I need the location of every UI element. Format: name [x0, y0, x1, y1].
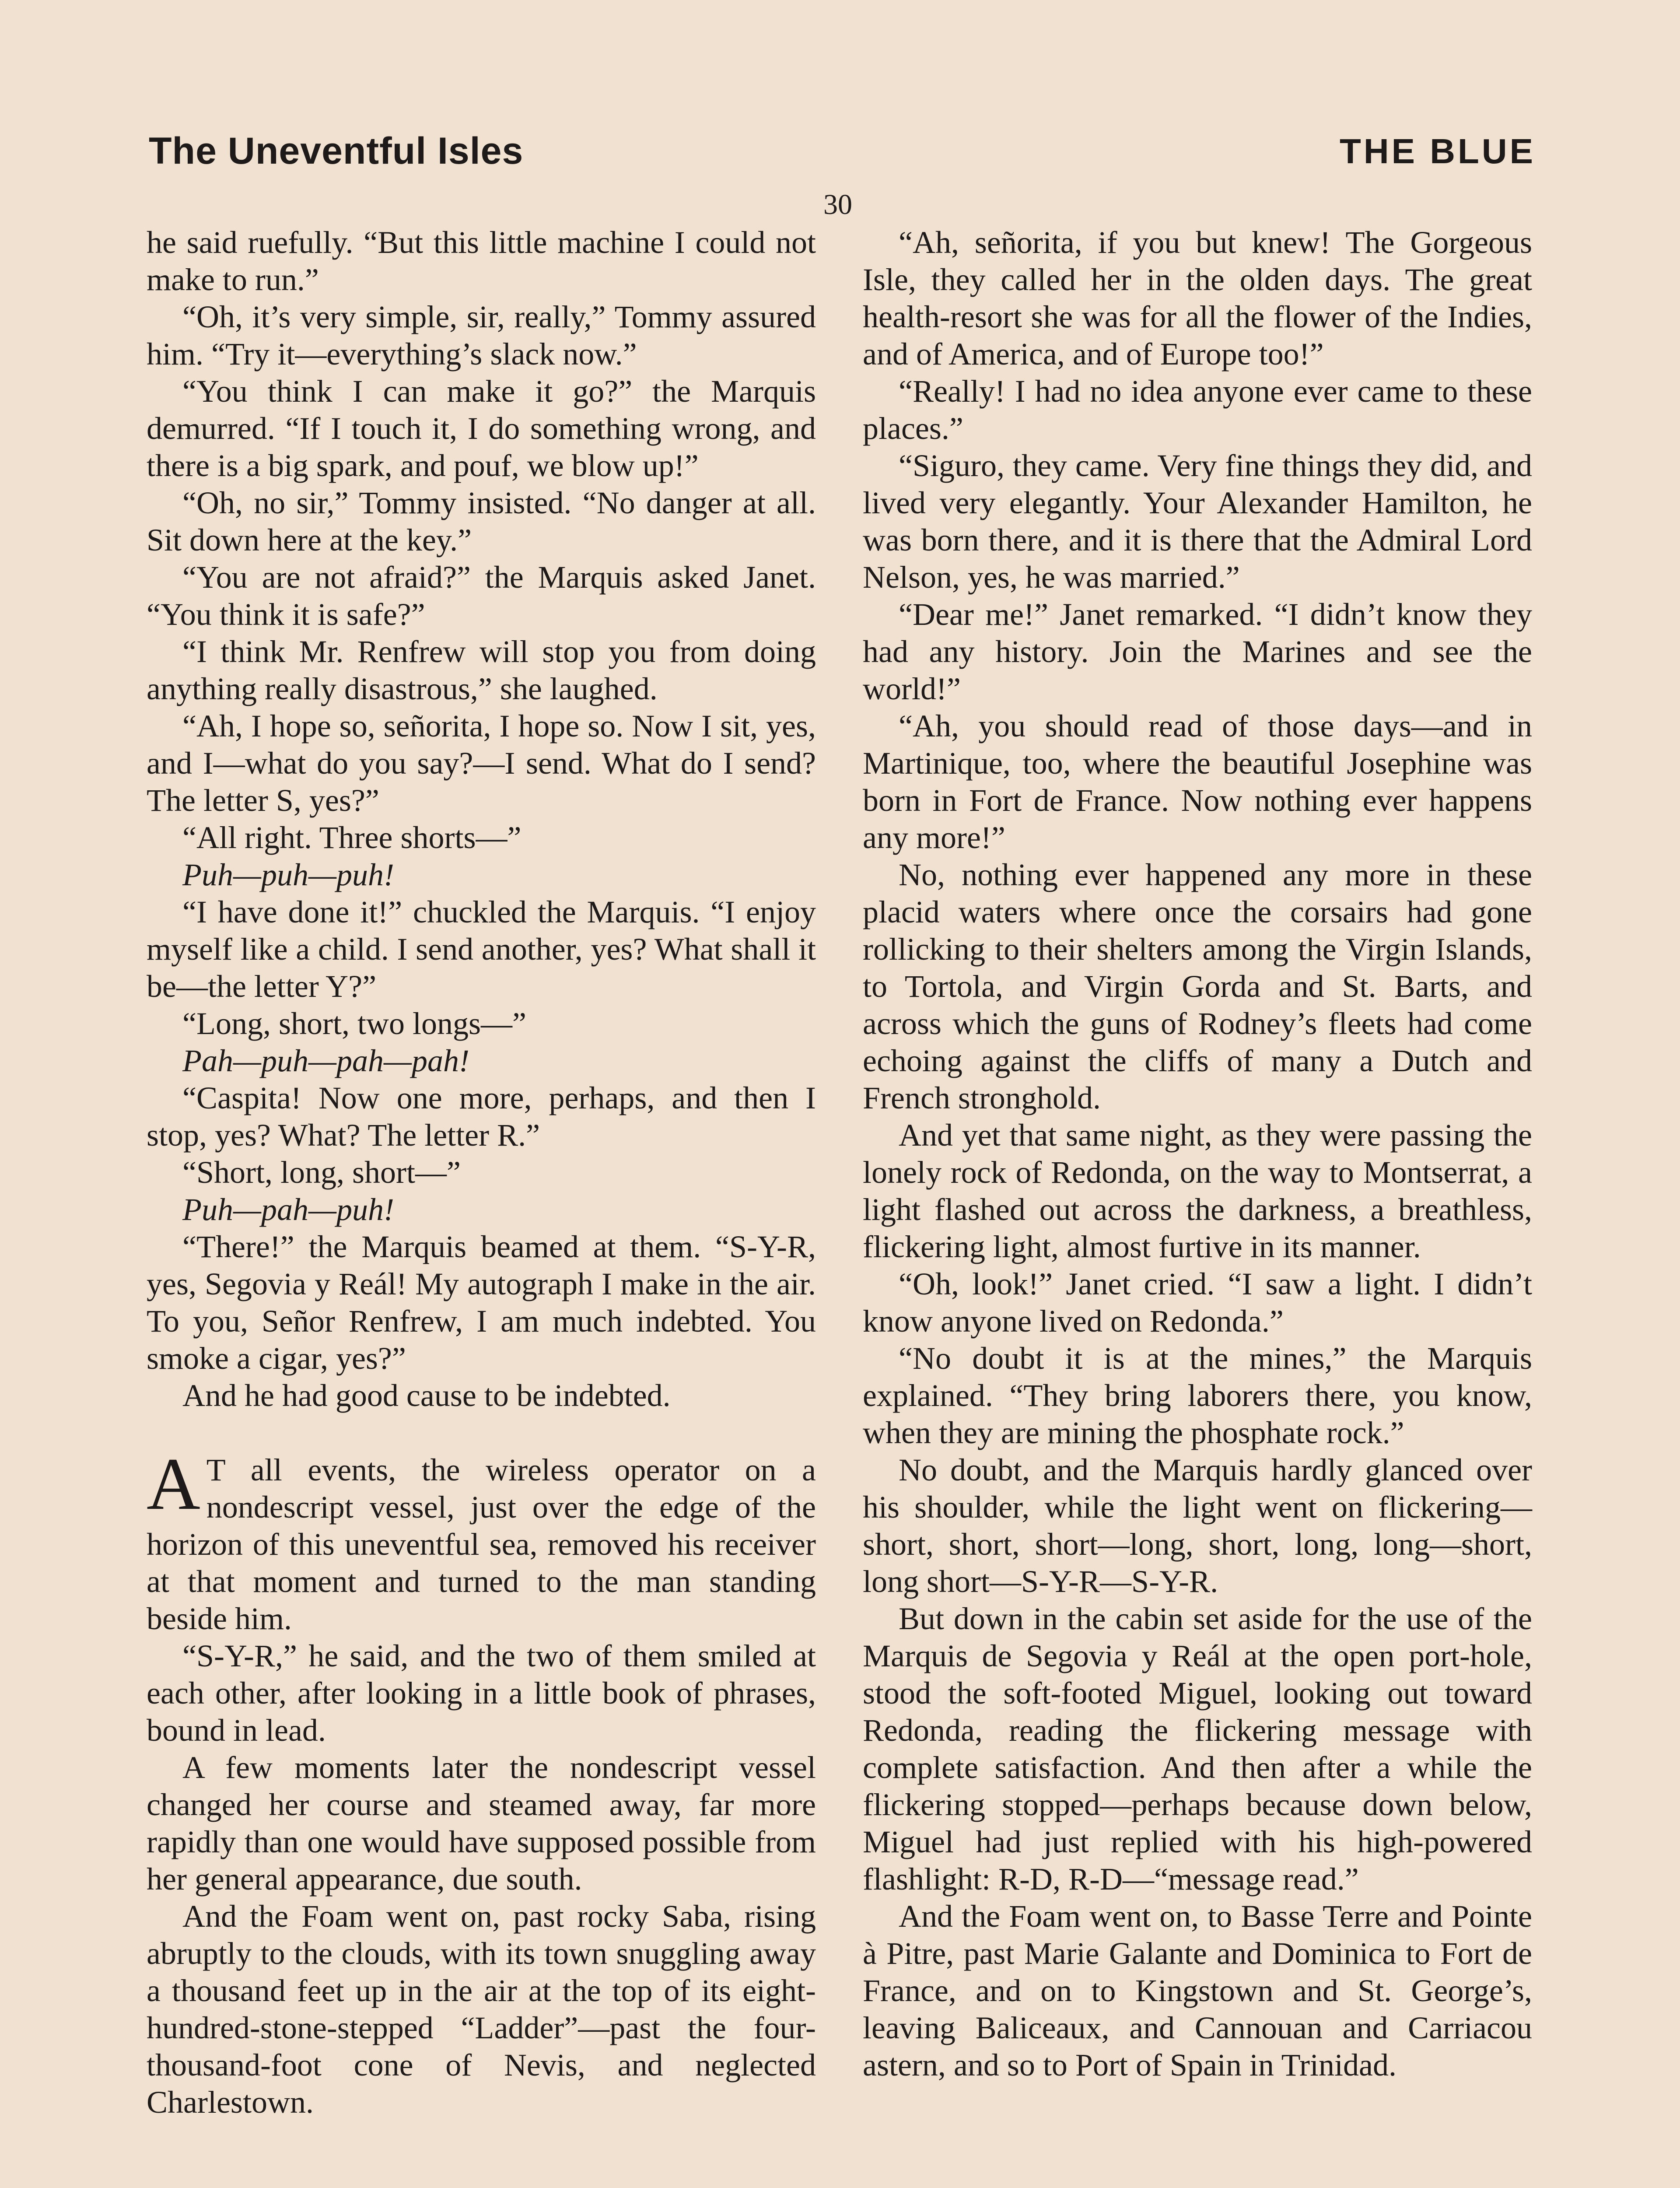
- paragraph: “You think I can make it go?” the Marquis demurred. “If I touch it, I do something wrong, and there is a big spark, and pouf, we blow up!”: [147, 374, 816, 483]
- drop-cap: A: [147, 1443, 200, 1525]
- paragraph: “I have done it!” chuckled the Marquis. “I enjoy myself like a child. I send another, yes? What shall it be—the letter Y?”: [147, 894, 816, 1004]
- paragraph: “There!” the Marquis beamed at them. “S-Y-R, yes, Segovia y Reál! My autograph I make in the air. To you, Señor Renfrew, I am much indebted. You smoke a cigar, yes?”: [147, 1229, 816, 1376]
- paragraph: “Long, short, two longs—”: [182, 1006, 526, 1041]
- right-text-column: [863, 224, 1532, 2084]
- story-title: The Uneventful Isles: [149, 130, 524, 172]
- morse-line: Puh—pah—puh!: [182, 1192, 394, 1227]
- paragraph: “Oh, no sir,” Tommy insisted. “No danger at all. Sit down here at the key.”: [147, 485, 816, 558]
- paragraph: “Ah, señorita, if you but knew! The Gorgeous Isle, they called her in the olden days. The great health-resort she was for all the flower of the Indies, and of America, and of Europe too!”: [863, 225, 1532, 372]
- paragraph: “All right. Three shorts—”: [182, 820, 522, 855]
- section-opening-text: T all events, the wireless operator on a nondescript vessel, just over the edge of the horizon of this uneventful sea, removed his receiver at that moment and turned to the man standing beside him.: [147, 1452, 816, 1636]
- paragraph: “S-Y-R,” he said, and the two of them smiled at each other, after looking in a little book of phrases, bound in lead.: [147, 1638, 816, 1748]
- paragraph: “You are not afraid?” the Marquis asked Janet. “You think it is safe?”: [147, 560, 816, 632]
- paragraph: And the Foam went on, to Basse Terre and Pointe à Pitre, past Marie Galante and Dominica to Fort de France, and on to Kingstown and St. George’s, leaving Baliceaux, and Cannouan and Carriacou astern, and so to Port of Spain in Trinidad.: [863, 1899, 1532, 2083]
- paragraph: “Oh, it’s very simple, sir, really,” Tommy assured him. “Try it—everything’s slack now.”: [147, 299, 816, 372]
- paragraph: “Really! I had no idea anyone ever came to these places.”: [863, 374, 1532, 446]
- paragraph: “Oh, look!” Janet cried. “I saw a light. I didn’t know anyone lived on Redonda.”: [863, 1266, 1532, 1339]
- paragraph: “Siguro, they came. Very fine things they did, and lived very elegantly. Your Alexander Hamilton, he was born there, and it is there that the Admiral Lord Nelson, yes, he was married.”: [863, 448, 1532, 595]
- paragraph: he said ruefully. “But this little machine I could not make to run.”: [147, 225, 816, 297]
- paragraph: But down in the cabin set aside for the use of the Marquis de Segovia y Reál at the open port-hole, stood the soft-footed Miguel, looking out toward Redonda, reading the flickering message with complete satisfaction. And then after a while the flickering stopped—perhaps because down below, Miguel had just replied with his high-powered flashlight: R-D, R-D—“message read.”: [863, 1601, 1532, 1897]
- paragraph: “No doubt it is at the mines,” the Marquis explained. “They bring laborers there, you know, when they are mining the phosphate rock.”: [863, 1341, 1532, 1450]
- morse-line: Pah—puh—pah—pah!: [182, 1043, 470, 1078]
- paragraph: “Short, long, short—”: [182, 1155, 461, 1190]
- morse-line: Puh—puh—puh!: [182, 857, 394, 892]
- paragraph: No doubt, and the Marquis hardly glanced over his shoulder, while the light went on flickering—short, short, short—long, short, long, long—short, long short—S-Y-R—S-Y-R.: [863, 1452, 1532, 1599]
- page-number: 30: [823, 189, 852, 221]
- paragraph: No, nothing ever happened any more in these placid waters where once the corsairs had gone rollicking to their shelters among the Virgin Islands, to Tortola, and Virgin Gorda and St. Barts, and across which the guns of Rodney’s fleets had come echoing against the cliffs of many a Dutch and French stronghold.: [863, 857, 1532, 1115]
- paragraph: “I think Mr. Renfrew will stop you from doing anything really disastrous,” she laughed.: [147, 634, 816, 706]
- magazine-title: THE BLUE: [1340, 132, 1536, 171]
- left-text-column: [147, 224, 816, 2121]
- paragraph: A few moments later the nondescript vessel changed her course and steamed away, far more rapidly than one would have supposed possible from her general appearance, due south.: [147, 1750, 816, 1897]
- paragraph: “Dear me!” Janet remarked. “I didn’t know they had any history. Join the Marines and see the world!”: [863, 597, 1532, 706]
- paragraph: “Caspita! Now one more, perhaps, and then I stop, yes? What? The letter R.”: [147, 1080, 816, 1153]
- paragraph: And the Foam went on, past rocky Saba, rising abruptly to the clouds, with its town snuggling away a thousand feet up in the air at the top of its eight-hundred-stone-stepped “Ladder”—past the four-thousand-foot cone of Nevis, and neglected Charlestown.: [147, 1899, 816, 2120]
- paragraph: And he had good cause to be indebted.: [182, 1378, 671, 1413]
- section-opening-paragraph: [147, 1443, 816, 1637]
- paragraph: And yet that same night, as they were passing the lonely rock of Redonda, on the way to Montserrat, a light flashed out across the darkness, a breathless, flickering light, almost furtive in its manner.: [863, 1118, 1532, 1264]
- paragraph: “Ah, you should read of those days—and in Martinique, too, where the beautiful Josephine was born in Fort de France. Now nothing ever happens any more!”: [863, 708, 1532, 855]
- paragraph: “Ah, I hope so, señorita, I hope so. Now I sit, yes, and I—what do you say?—I send. What do I send? The letter S, yes?”: [147, 708, 816, 818]
